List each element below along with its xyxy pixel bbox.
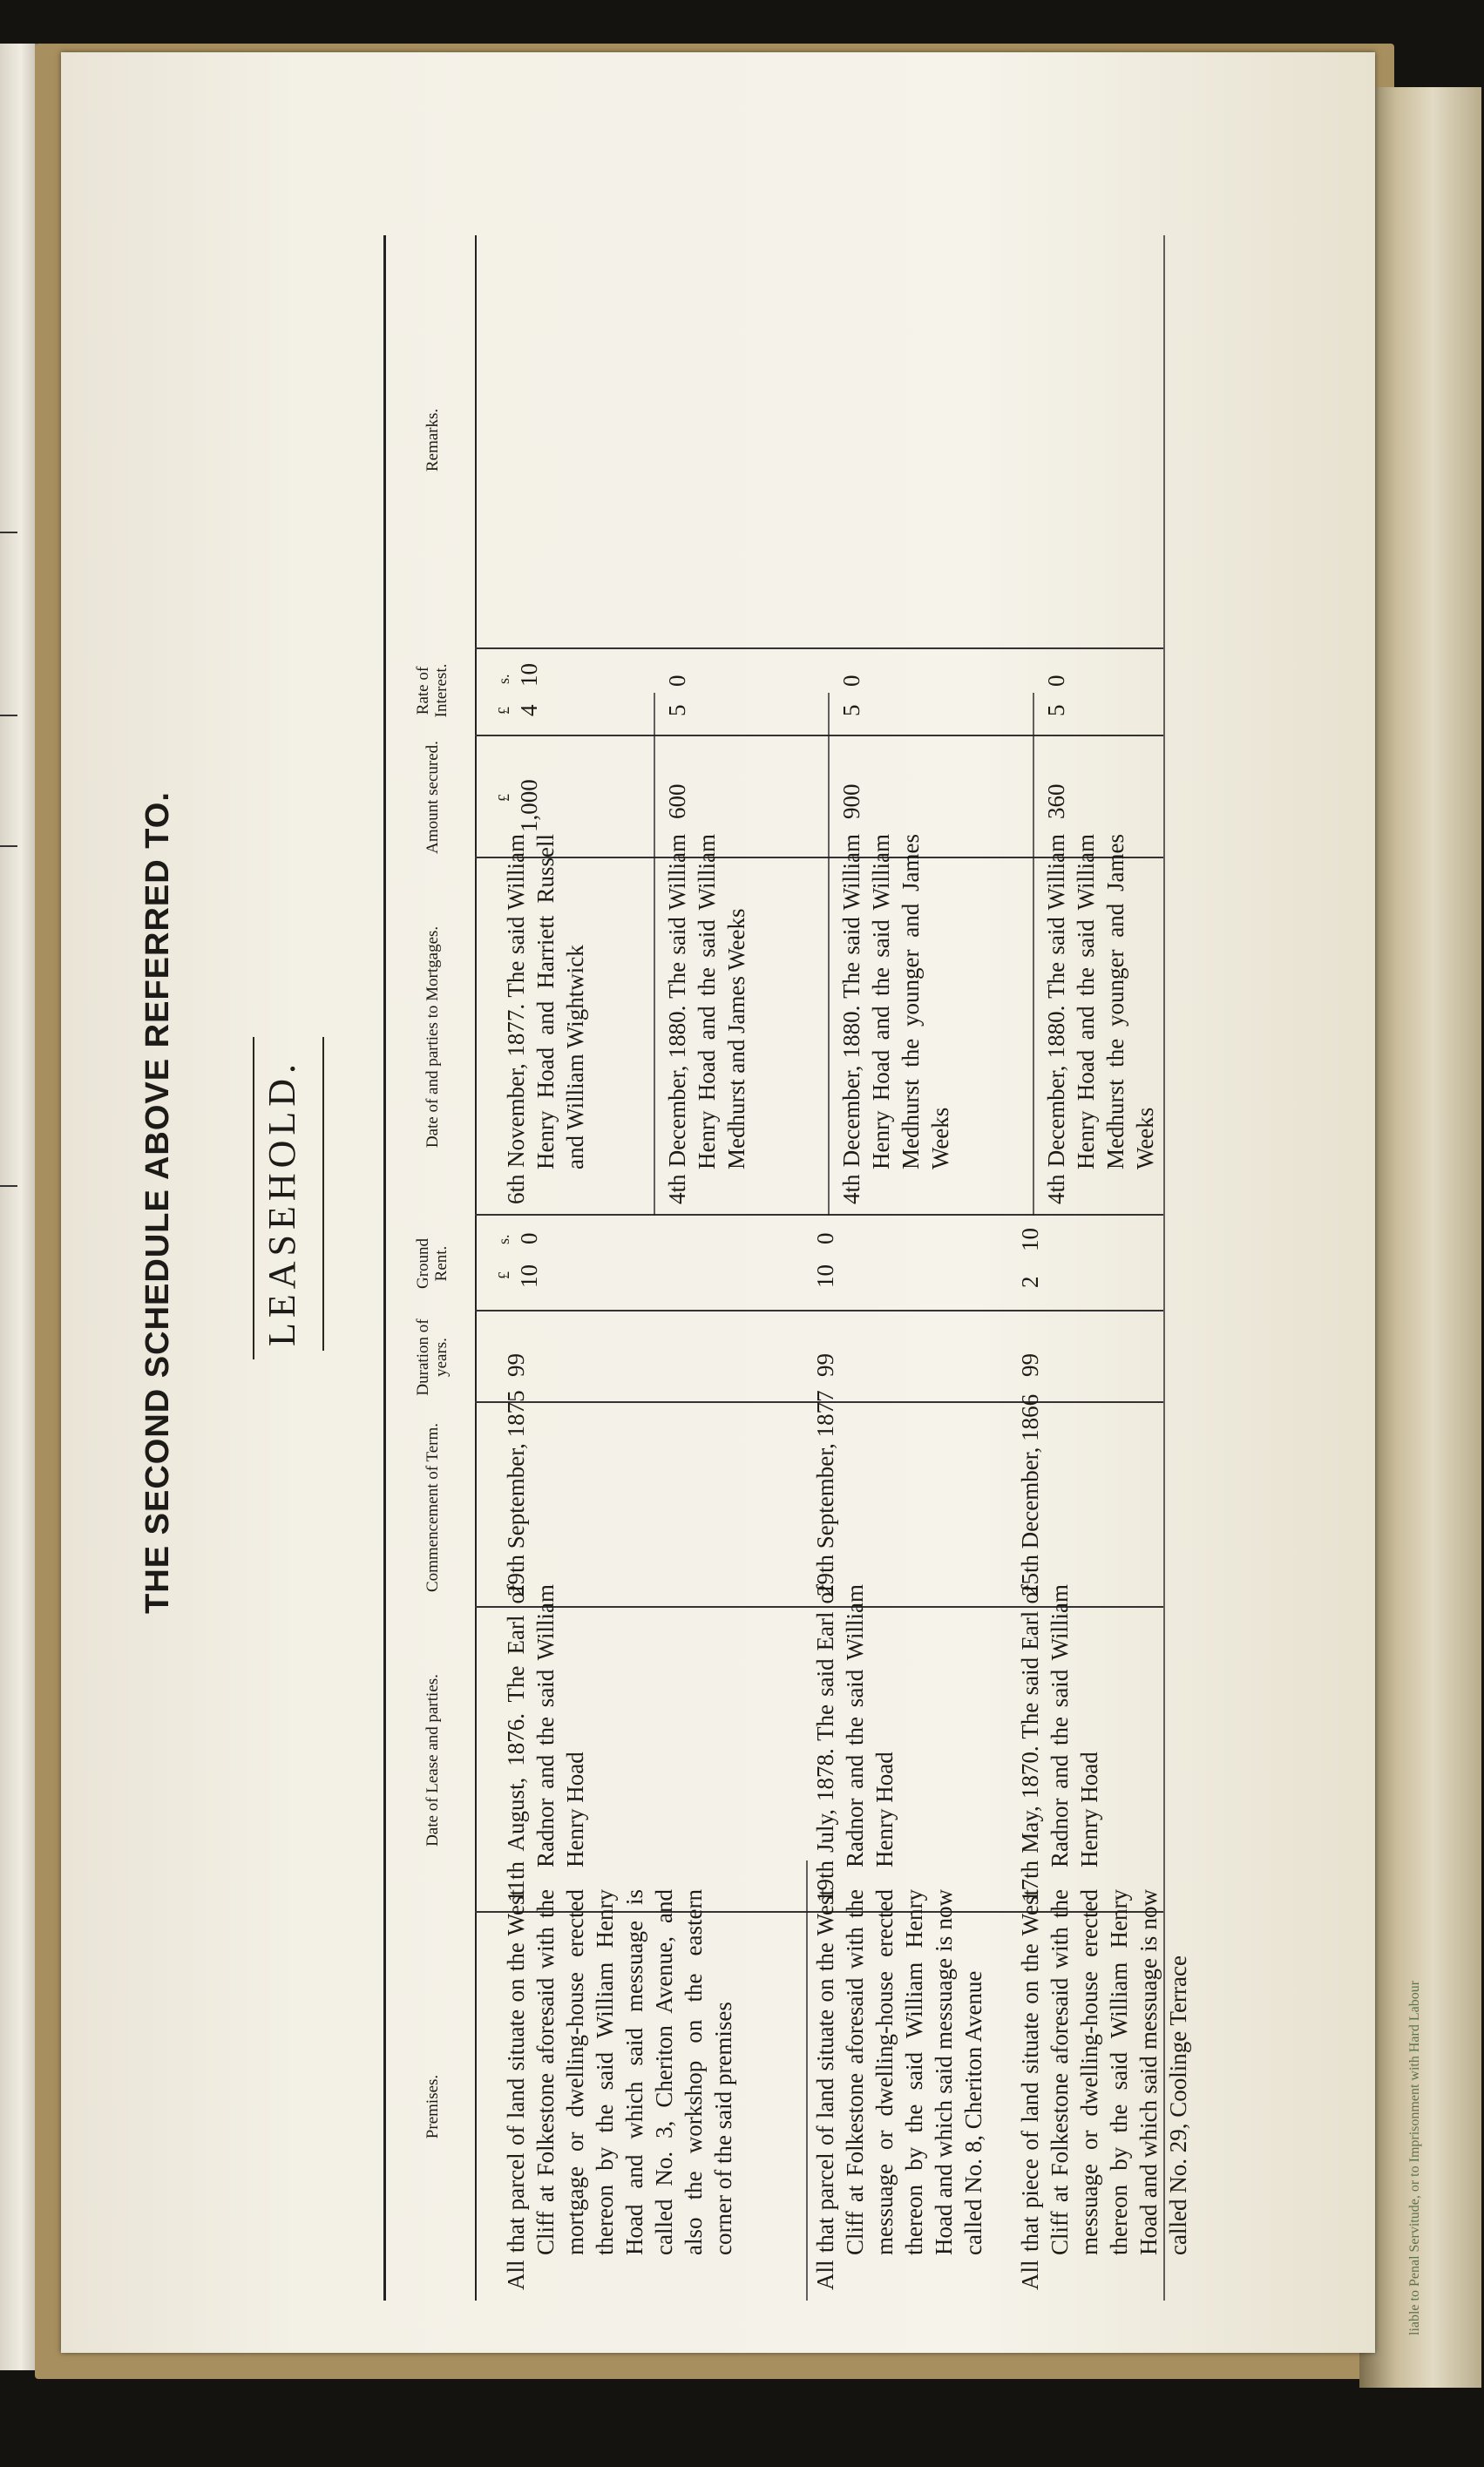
col-divider [475, 648, 1163, 650]
row3-ground-rent-shillings: 10 [1017, 1228, 1043, 1251]
row2-duration: 99 [812, 1353, 838, 1377]
row2-premises: All that parcel of land situate on the West Cliff at Folkestone aforesaid with the messuage or dwelling-house erected thereon by the said William Henry Hoad and which said messuage is now called No. 8, Cheriton Avenue [812, 1889, 986, 2290]
row3-premises: All that piece of land situate on the West Cliff at Folkestone aforesaid with the messuage or dwelling-house erected thereon by the said William Henry Hoad and which said messuage is now called No. 29, Coolinge Terrace [1017, 1889, 1191, 2290]
row-separator [1033, 693, 1034, 1216]
amount-pound-unit: £ [495, 794, 512, 802]
margin-rule [0, 1185, 17, 1187]
row1-lease: 11th August, 1876. The Earl of Radnor and the said William Henry Hoad [503, 1584, 588, 1902]
header-mortgages: Date of and parties to Mortgages. [423, 925, 442, 1149]
header-remarks: Remarks. [423, 408, 442, 472]
header-duration: Duration of years. [414, 1318, 451, 1396]
row3-amount: 900 [838, 783, 864, 819]
col-divider [475, 1311, 1163, 1312]
header-ground-rent: Ground Rent. [414, 1237, 451, 1290]
row-separator [654, 693, 655, 1216]
schedule-title: THE SECOND SCHEDULE ABOVE REFERRED TO. [139, 791, 176, 1614]
table-top-rule [383, 235, 386, 2301]
rotated-schedule [61, 52, 1375, 2353]
row1-ground-rent-shillings: 0 [516, 1232, 542, 1244]
header-amount: Amount secured. [423, 741, 442, 854]
row4-rate-pounds: 5 [1043, 704, 1069, 716]
row-separator [828, 693, 830, 1216]
ground-rent-shilling-unit: s. [495, 1234, 512, 1244]
row2-lease: 19th July, 1878. The said Earl of Radnor and the said William Henry Hoad [812, 1584, 898, 1902]
row3-mortgage: 4th December, 1880. The said William Henry Hoad and the said William Medhurst the younger and James Weeks [838, 834, 953, 1204]
header-commencement: Commencement of Term. [423, 1422, 442, 1593]
row2-commencement: 29th September, 1877 [812, 1390, 838, 1596]
header-lease: Date of Lease and parties. [423, 1674, 442, 1847]
row1-mortgage: 6th November, 1877. The said William Henry Hoad and Harriett Russell and William Wightwick [503, 834, 588, 1204]
header-rate: Rate of Interest. [414, 663, 451, 718]
row3-lease: 17th May, 1870. The said Earl of Radnor and the said William Henry Hoad [1017, 1584, 1102, 1902]
row-separator [806, 1860, 808, 2301]
row4-rate-shillings: 0 [1043, 674, 1069, 687]
row1-premises: All that parcel of land situate on the West Cliff at Folkestone aforesaid with the mortgage or dwelling-house erected thereon by the said William Henry Hoad and which said messuage is called No. 3, Cheriton Avenue, and also the workshop on the eastern corner of the said premises [503, 1889, 736, 2290]
row3-rate-shillings: 0 [838, 674, 864, 687]
table-bottom-rule [1163, 235, 1165, 2301]
row4-mortgage: 4th December, 1880. The said William Henry Hoad and the said William Medhurst the younger and James Weeks [1043, 834, 1158, 1204]
margin-note: liable to Penal Servitude, or to Imprisonment with Hard Labour [1407, 1980, 1422, 2335]
section-title: LEASEHOLD. [261, 1058, 303, 1347]
title-rule-top [253, 1037, 254, 1359]
margin-rule [0, 845, 17, 847]
row2-rate-shillings: 0 [664, 674, 690, 687]
title-rule-bottom [322, 1037, 324, 1351]
margin-rule [0, 715, 17, 716]
row1-rate-shillings: 10 [516, 663, 542, 687]
col-divider [475, 1215, 1163, 1217]
facing-page-edge [0, 44, 37, 2370]
row2-ground-rent-shillings: 0 [812, 1232, 838, 1244]
col-divider [475, 735, 1163, 737]
margin-rule [0, 532, 17, 533]
rate-shilling-unit: s. [495, 674, 512, 684]
row2-amount: 600 [664, 783, 690, 819]
row1-amount: 1,000 [516, 779, 542, 832]
row3-duration: 99 [1017, 1353, 1043, 1377]
row2-ground-rent-pounds: 10 [812, 1264, 838, 1288]
row1-duration: 99 [503, 1353, 529, 1377]
document-page [61, 52, 1375, 2353]
row2-mortgage: 4th December, 1880. The said William Henry Hoad and the said William Medhurst and James Weeks [664, 834, 749, 1204]
ground-rent-pound-unit: £ [495, 1271, 512, 1279]
header-premises: Premises. [423, 2074, 442, 2139]
row3-commencement: 25th December, 1866 [1017, 1393, 1043, 1596]
row2-rate-pounds: 5 [664, 704, 690, 716]
rate-pound-unit: £ [495, 707, 512, 715]
row4-amount: 360 [1043, 783, 1069, 819]
row1-commencement: 29th September, 1875 [503, 1390, 529, 1596]
row3-ground-rent-pounds: 2 [1017, 1276, 1043, 1288]
row3-rate-pounds: 5 [838, 704, 864, 716]
row1-ground-rent-pounds: 10 [516, 1264, 542, 1288]
table-header-rule [475, 235, 477, 2301]
row1-rate-pounds: 4 [516, 704, 542, 716]
